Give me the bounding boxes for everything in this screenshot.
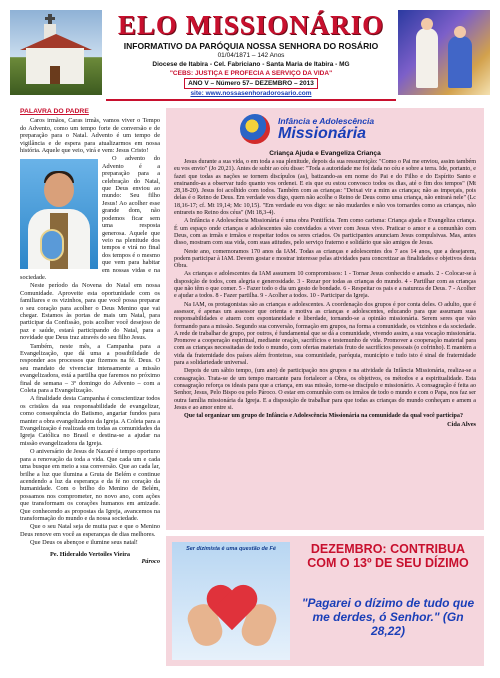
paragraph: Jesus durante a sua vida, o em toda a sua plenitude, depois da sua ressurreição: "Como o Pai me enviou, assim também eu vos envio" (Jo 20,21). Antes de subir ao céu disse: "Toda a autoridade me foi dada no céu e sobre a terra. Ide, portanto, e fazei que todas as nações se tornem discípulos (as), batizando-as em nome do Pai e do Filho e do Espírito Santo e ensinando-as a observar tudo quanto vos ordenei. E eis que eu estou convosco todos os dias, até o fim dos tempos" (Mt 28,18-20). Jesus foi acolhido com todos. Também com as crianças: "Deixai vir a mim as crianças; não as impeçais, pois delas é o Reino de Deus. Em verdade vos digo, quem não acolhe o Reino de Deus como uma criança, não entrará nele" (Lc 18,16-17; cf. Mt 19,14; Mc 10,15). "Em verdade eu vos digo: se não mudardes e não vos tornardes como as crianças, não entrareis no Reino dos céus" (Mt 18,3-4). — [174, 159, 476, 217]
newsletter-title: ELO MISSIONÁRIO — [117, 10, 385, 40]
paragraph: Neste ano, comemoramos 170 anos da IAM. Todas as crianças e adolescentes dos 7 aos 14 anos, que a desejarem, podem participar à IAM. Devem gostar e mostrar interesse pelas atividades para concretizar as finalidades e objetivos desta Obra. — [174, 248, 476, 270]
founded-line — [106, 51, 396, 60]
signature — [20, 551, 160, 566]
tithe-title: DEZEMBRO: CONTRIBUA COM O 13º DE SEU DÍZIMO — [307, 542, 469, 570]
signature-role: Pároco — [141, 557, 160, 565]
motto: "CEBS: JUSTIÇA E PROFECIA A SERVIÇO DA VIDA" — [169, 70, 333, 77]
priest-message-column — [20, 108, 160, 666]
paragraph: A finalidade desta Campanha é conscientizar todos os cristãos da sua responsabilidade de evangelizar, como consequência do Batismo, angariar fundos para manter a obra evangelizadora da Igreja. A Coleta para a Evangelização é realizada em todas as comunidades da Igreja Católica no Brasil e destina-se a ajudar na missão evangelizadora da Igreja. — [20, 395, 160, 447]
paragraph: Também, neste mês, a Campanha para a Evangelização, que dá uma a possibilidade de responder aos processos que fizemos na fé. Deus. O seu mandato de vivenciar intensamente a missão evangelizadora, está a partilha que faremos no próximo final de semana – 3º domingo do Advento – com a Coleta para a Evangelização. — [20, 342, 160, 395]
paragraph: Neste período da Novena do Natal em nossa Comunidade. Aproveite esta oportunidade com os familiares e os vizinhos, para que você possa preparar o seu coração para acolher o Deus Menino que vai chegar. Estamos às portas de mais um Natal, para participar da Confissão, pois acolher você desejoso de paz e saúde, estará participando do Natal, para a novidade que Deus traz através do seu filho Jesus. — [20, 282, 160, 342]
masthead-rule — [106, 99, 396, 101]
missionary-article — [166, 108, 484, 530]
tithe-quote: "Pagarei o dízimo de tudo que me derdes, ó Senhor." (Gn 28,22) — [301, 596, 475, 638]
paragraph: Que Deus os abençoe e ilumine seus natal! — [30, 539, 138, 547]
site-line — [106, 89, 396, 98]
article-text — [174, 159, 476, 420]
tithe-caption: Ser dizimista é uma questão de Fé — [186, 546, 276, 552]
paragraph: Que o seu Natal seja de muita paz e que o Menino Deus renove em você as esperanças de dias melhores. — [20, 523, 160, 538]
paragraph: O aniversário de Jesus de Nazaré é tempo oportuno para a renovação da toda a vida. Que cada um e cada uma busque em meio a sua conversão. Que ao cada lar, brilhe a luz que ilumina a Gruta de Belém e continue acendendo a luz da esperança e da fé no coração da humanidade. Com o brilho do Menino de Belém, possamos nos comprometer, no novo ano, com ações que transformam os corações humanos em amizade. Que conhecendo as propostas da Igreja, avancemos na transformação do mundo e da nossa sociedade. — [20, 448, 160, 522]
priest-message-text — [20, 117, 160, 546]
article-title: Criança Ajuda e Evangeliza Criança — [269, 150, 381, 157]
tithe-box — [166, 536, 484, 666]
paragraph: Caros irmãos, Caras irmãs, vamos viver o Tempo do Advento, como um tempo forte de conversão e de preparação para o Natal. Advento é um tempo de vigilância e de espera para atualizarmos em nossa história. Aquele que veio, virá e vem: Jesus Cristo! — [20, 117, 160, 155]
heart-icon — [206, 586, 258, 632]
diocese-line: Diocese de Itabira - Cel. Fabriciano - Santa Maria de Itabira - MG — [152, 61, 350, 68]
tithe-illustration — [172, 542, 290, 660]
paragraph: As crianças e adolescentes da IAM assumem 10 compromissos: 1 - Tornar Jesus conhecido e amado. 2 - Colocar-se à disposição de todos, com alegria e generosidade. 3 - Rezar por todas as crianças do mundo. 4 - Partilhar com as crianças que não têm o que comer. 5 - Fazer todo o dia um gesto de bondade. 6 - Respeitar os pais e a natureza de Deus. 7 - Acolher e ajudar a todos. 8 - Fazer partilha. 9 - Acolher a todos. 10 - Participar da Igreja. — [174, 271, 476, 300]
paragraph: O advento do Advento é a preparação para a celebração do Natal, que Deus enviou ao mundo: Seu filho Jesus! Ao acolher esse grande dom, não podemos ficar sem uma resposta generosa. Aquele que veio na plenitude dos tempos e virá no final dos tempos é o mesmo que vem para habitar em nossas vidas e na sociedade. — [20, 155, 160, 281]
logo-line-2: Missionária — [278, 125, 367, 142]
newsletter-subtitle: INFORMATIVO DA PARÓQUIA NOSSA SENHORA DO ROSÁRIO — [123, 41, 379, 51]
issue-line — [106, 78, 396, 89]
paragraph: Na IAM, os protagonistas são as crianças e adolescentes. A coordenação dos grupos é por conta deles. O adulto, que é assessor, é apenas um assessor que orienta e motiva as crianças e adolescentes, educando para que assumam suas responsabilidades e atuem com espontaneidade e liberdade, tornando-se a opinião missionária. Serem seres que vão formando para a missão. Segundo sua conversão, formação em grupos, na forma a comunidade, os vizinhos e da sociedade. A rede de trabalhar de grupo, por outros, é fundamental que se dá a comunidade, vivendo assim, a sua vocação missionária. Promove a cooperação espiritual, mediante oração, sacrifícios e testemunho de vida. Promover a cooperação material para com as crianças necessitadas de todo o mundo, com ofertas materiais fruto de sacrifícios pessoais (o cofrinho). E mantém a vida da fraternidade dos países além fronteiras, sua comunidade, paróquia, município e tudo isto é sinal de fraternidade para a solidariedade universal. — [174, 301, 476, 367]
article-author: Cida Alves — [447, 421, 476, 429]
globe-children-icon — [240, 114, 270, 144]
column-heading: PALAVRA DO PADRE — [20, 108, 89, 115]
paragraph: A Infância e Adolescência Missionária é uma obra Pontifícia. Tem como carisma: Criança ajuda e Evangeliza criança. É um espaço onde crianças e adolescentes são convidados a viver com Jesus vivo. Praticar o amor e a comunhão com Deus, com as irmãs e irmãos e respeitar todos os seres criados. Os participantes anunciam Jesus compulsivas. Mas, antes disso, mostram com sua vida, com suas atitudes, pelo serviço fraterno e solidário que são amigos de Jesus. — [174, 218, 476, 247]
iam-logo-text — [278, 116, 374, 142]
logo-line-1: Infância e Adolescência — [278, 116, 375, 126]
signature-name: Pe. Hideraldo Vertoiles Vieira — [49, 550, 131, 558]
saints-photo — [398, 10, 490, 95]
paragraph: Depois de um sábio tempo, (um ano) de participação nos grupos e na atividade da Infância Missionária, realiza-se a consagração. Trata-se de um tempo marcante para fortalecer a Obra, os objetivos, os métodos e a espiritualidade. Esta consagração reforça os ideais para que a criança, em sua missão, torne-se discípulo e missionário. A consagração é feita ao Senhor, Jesus, Pelo Bispo ou pelo Pároco. O estar em comunhão com os irmãos de todo o mundo e com o Papa, nos faz ser outra família missionária da Igreja. E a disposição de trabalhar para que todas as crianças do mundo conheçam e amem a Jesus e ao amor entre si. — [174, 368, 476, 411]
masthead — [10, 10, 490, 98]
closing-question: Que tal organizar um grupo de Infância e Adolescência Missionária na comunidade da qual você participa? — [184, 413, 464, 420]
site-link[interactable]: site: www.nossasenhoradorosario.com — [190, 90, 312, 97]
priest-photo — [20, 159, 98, 269]
founded-text: 01/04/1871 – 142 Anos — [217, 52, 285, 59]
motto-line — [106, 69, 396, 78]
title-block — [106, 10, 396, 101]
issue-info: ANO V – Número 57– DEZEMBRO – 2013 — [184, 78, 318, 89]
iam-logo — [174, 114, 476, 148]
church-photo — [10, 10, 102, 95]
